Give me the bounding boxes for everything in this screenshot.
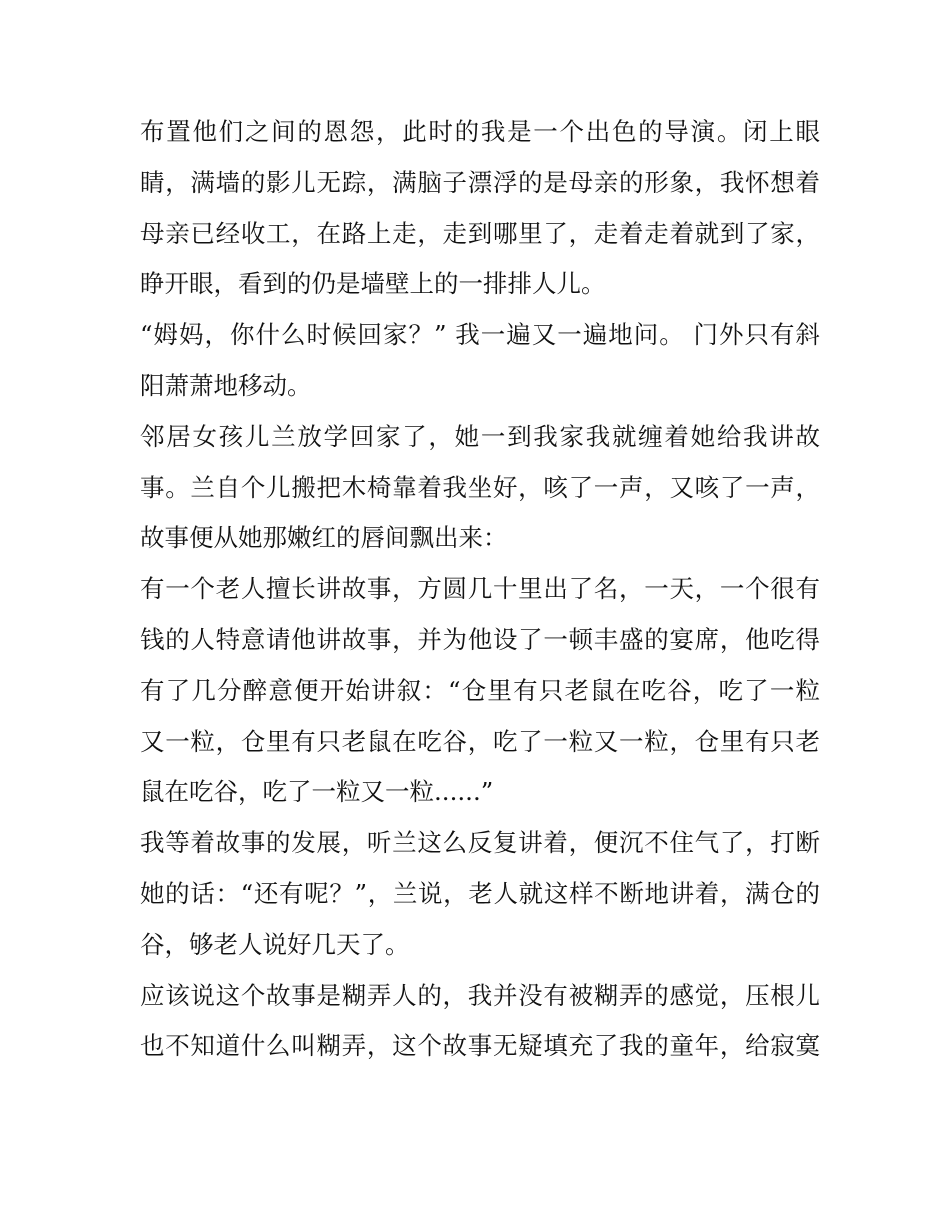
text-line: 布置他们之间的恩怨，此时的我是一个出色的导演。闭上眼 (140, 117, 820, 146)
paragraph-end-line: 鼠在吃谷，吃了一粒又一粒......” (140, 777, 494, 807)
text-line: 睛，满墙的影儿无踪，满脑子漂浮的是母亲的形象，我怀想着 (140, 167, 820, 197)
text-line: 母亲已经收工，在路上走，走到哪里了，走着走着就到了家， (140, 218, 820, 248)
text-line: 邻居女孩儿兰放学回家了，她一到我家我就缠着她给我讲故 (140, 421, 820, 451)
text-line: 有了几分醉意便开始讲叙：“仓里有只老鼠在吃谷，吃了一粒 (140, 675, 820, 705)
body-text (140, 107, 820, 1072)
paragraph-end-line: 故事便从她那嫩红的唇间飘出来： (140, 523, 508, 553)
text-line: 又一粒，仓里有只老鼠在吃谷，吃了一粒又一粒，仓里有只老 (140, 726, 820, 756)
text-line: 事。兰自个儿搬把木椅靠着我坐好，咳了一声，又咳了一声， (140, 472, 820, 502)
text-line: 钱的人特意请他讲故事，并为他设了一顿丰盛的宴席，他吃得 (140, 624, 820, 654)
text-line: “姆妈，你什么时候回家？” 我一遍又一遍地问。 门外只有斜 (140, 320, 820, 350)
paragraph-end-line: 阳萧萧地移动。 (140, 370, 312, 400)
text-line: 也不知道什么叫糊弄，这个故事无疑填充了我的童年，给寂寞 (140, 1031, 820, 1061)
text-line: 应该说这个故事是糊弄人的，我并没有被糊弄的感觉，压根儿 (140, 980, 820, 1010)
text-line: 有一个老人擅长讲故事，方圆几十里出了名，一天，一个很有 (140, 574, 820, 604)
text-line: 她的话：“还有呢？”，兰说，老人就这样不断地讲着，满仓的 (140, 878, 820, 908)
paragraph-end-line: 睁开眼，看到的仍是墙壁上的一排排人儿。 (140, 269, 606, 299)
paragraph-end-line: 谷，够老人说好几天了。 (140, 929, 410, 959)
text-line: 我等着故事的发展，听兰这么反复讲着，便沉不住气了，打断 (140, 828, 820, 858)
